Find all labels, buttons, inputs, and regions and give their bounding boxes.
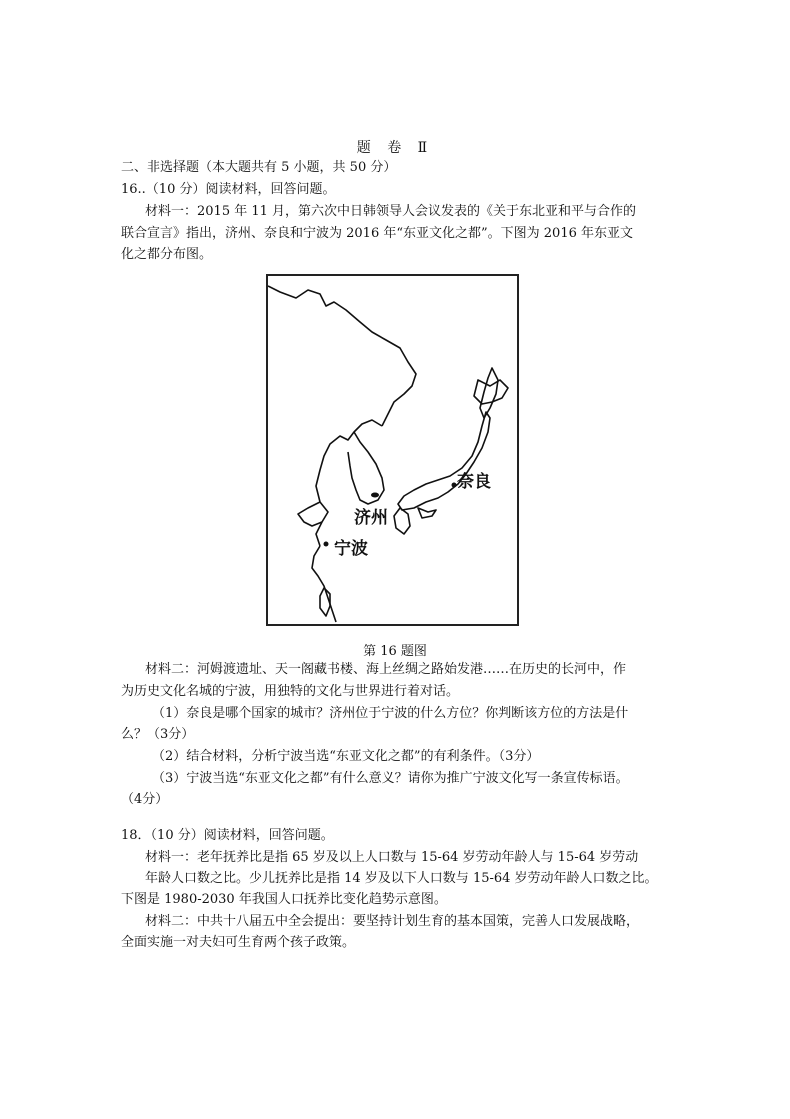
russia-coastline	[268, 286, 416, 426]
part-heading: 二、非选择题（本大题共有 5 小题，共 50 分）	[121, 160, 397, 175]
korean-peninsula	[348, 432, 384, 504]
q16-question3-line1: （3）宁波当选“东亚文化之都”有什么意义？请你为推广宁波文化写一条宣传标语。	[152, 771, 629, 786]
q16-question1-line1: （1）奈良是哪个国家的城市？济州位于宁波的什么方位？你判断该方位的方法是什	[152, 706, 629, 721]
q18-heading: 18．（10 分）阅读材料，回答问题。	[121, 828, 334, 843]
sakhalin-island	[480, 368, 498, 418]
east-asia-map	[266, 274, 519, 626]
q16-material2-line2: 为历史文化名城的宁波，用独特的文化与世界进行着对话。	[121, 684, 460, 699]
q16-material2-line1: 材料二：河姆渡遗址、天一阁藏书楼、海上丝绸之路始发港……在历史的长河中，作	[145, 662, 627, 677]
q18-material1-line1: 材料一：老年抚养比是指 65 岁及以上人口数与 15-64 岁劳动年龄人与 15-64 岁劳动	[145, 850, 639, 865]
ningbo-marker	[324, 542, 329, 547]
ningbo-label: 宁波	[334, 539, 368, 559]
shandong-peninsula	[298, 502, 322, 526]
q16-question2: （2）结合材料，分析宁波当选“东亚文化之都”的有利条件。（3分）	[152, 749, 540, 764]
nara-label: 奈良	[457, 472, 491, 492]
nara-marker	[452, 483, 457, 488]
q16-heading: 16..（10 分）阅读材料，回答问题。	[121, 182, 336, 197]
kyushu-island	[394, 508, 410, 534]
q16-question1-line2: 么？（3分）	[121, 727, 195, 742]
hokkaido-island	[474, 380, 508, 404]
q18-material2-line2: 全面实施一对夫妇可生育两个孩子政策。	[121, 935, 356, 950]
china-coastline-south	[312, 546, 336, 622]
jeju-island	[371, 493, 379, 498]
q18-material1-line2: 年龄人口数之比。少儿抚养比是指 14 岁及以下人口数与 15-64 岁劳动年龄人口数之比。	[145, 871, 658, 886]
q18-material1-line3: 下图是 1980-2030 年我国人口抚养比变化趋势示意图。	[121, 892, 447, 907]
q18-material2-line1: 材料二：中共十八届五中全会提出：要坚持计划生育的基本国策，完善人口发展战略，	[145, 914, 640, 929]
section-title: 题 卷 Ⅱ	[356, 140, 434, 156]
q16-question3-line2: （4分）	[121, 792, 169, 807]
q16-material1-line3: 化之都分布图。	[121, 247, 213, 262]
map-drawing	[268, 276, 517, 624]
q16-material1-line2: 联合宣言》指出，济州、奈良和宁波为 2016 年“东亚文化之都”。下图为 2016 年东亚文	[121, 226, 633, 241]
figure-caption: 第 16 题图	[363, 644, 427, 659]
honshu-island	[398, 412, 490, 510]
shikoku-island	[418, 508, 436, 518]
jeju-label: 济州	[354, 508, 388, 528]
q16-material1-line1: 材料一：2015 年 11 月，第六次中日韩领导人会议发表的《关于东北亚和平与合作的	[145, 204, 637, 219]
